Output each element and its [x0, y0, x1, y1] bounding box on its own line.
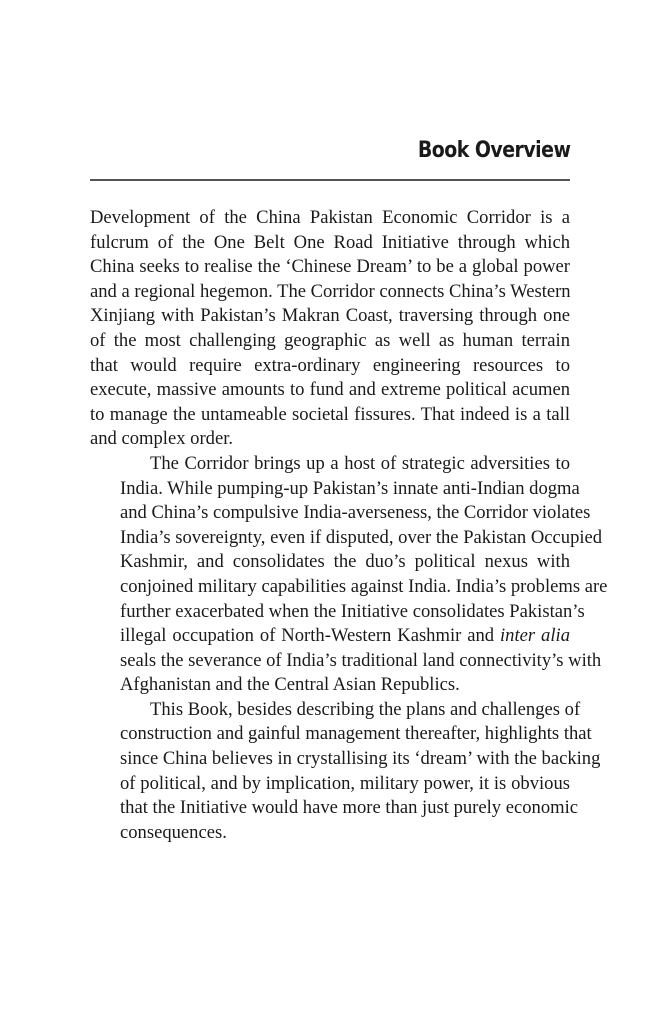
text-line: seals the severance of India’s traditional land connectivity’s with: [120, 649, 602, 671]
text-segment: illegal occupation of North-Western Kashmir and: [120, 625, 495, 647]
paragraph-2: [90, 452, 608, 698]
text-line: since China believes in crystallising its ‘dream’ with the backing: [120, 748, 601, 770]
text-line: and a regional hegemon. The Corridor connects China’s Western: [90, 280, 571, 302]
italic-phrase: inter alia: [500, 625, 570, 647]
text-line: Xinjiang with Pakistan’s Makran Coast, traversing through one: [90, 305, 570, 327]
text-line: Afghanistan and the Central Asian Republics.: [120, 674, 460, 696]
text-line: China seeks to realise the ‘Chinese Dream’ to be a global power: [90, 256, 570, 278]
text-line: of the most challenging geographic as well as human terrain: [90, 329, 570, 351]
text-line: further exacerbated when the Initiative consolidates Pakistan’s: [120, 600, 585, 622]
heading-rule: [90, 179, 570, 181]
text-line: fulcrum of the One Belt One Road Initiative through which: [90, 231, 570, 253]
text-line: The Corridor brings up a host of strategic adversities to: [150, 452, 570, 474]
paragraph-1: [90, 206, 570, 452]
text-line: construction and gainful management thereafter, highlights that: [120, 723, 592, 745]
text-line-with-italic: [90, 624, 570, 649]
text-line: of political, and by implication, military power, it is obvious: [120, 772, 570, 794]
text-line: Development of the China Pakistan Economic Corridor is a: [90, 207, 570, 228]
text-line: that the Initiative would have more than just purely economic: [120, 797, 578, 819]
text-line: consequences.: [120, 821, 227, 843]
text-line: that would require extra-ordinary engineering resources to: [90, 354, 570, 376]
text-line: execute, massive amounts to fund and extreme political acumen: [90, 379, 570, 401]
section-heading: Book Overview: [417, 138, 570, 163]
text-line: conjoined military capabilities against India. India’s problems are: [120, 575, 608, 597]
text-line: to manage the untameable societal fissures. That indeed is a tall: [90, 403, 570, 425]
text-line: and China’s compulsive India-averseness, the Corridor violates: [120, 502, 591, 524]
body-text: [90, 206, 608, 845]
text-line: India. While pumping-up Pakistan’s innate anti-Indian dogma: [120, 477, 580, 499]
text-line: India’s sovereignty, even if disputed, over the Pakistan Occupied: [120, 526, 603, 548]
text-line: and complex order.: [90, 428, 234, 450]
paragraph-3: [90, 698, 601, 846]
text-line: Kashmir, and consolidates the duo’s political nexus with: [120, 551, 570, 573]
text-line: This Book, besides describing the plans and challenges of: [150, 698, 581, 720]
